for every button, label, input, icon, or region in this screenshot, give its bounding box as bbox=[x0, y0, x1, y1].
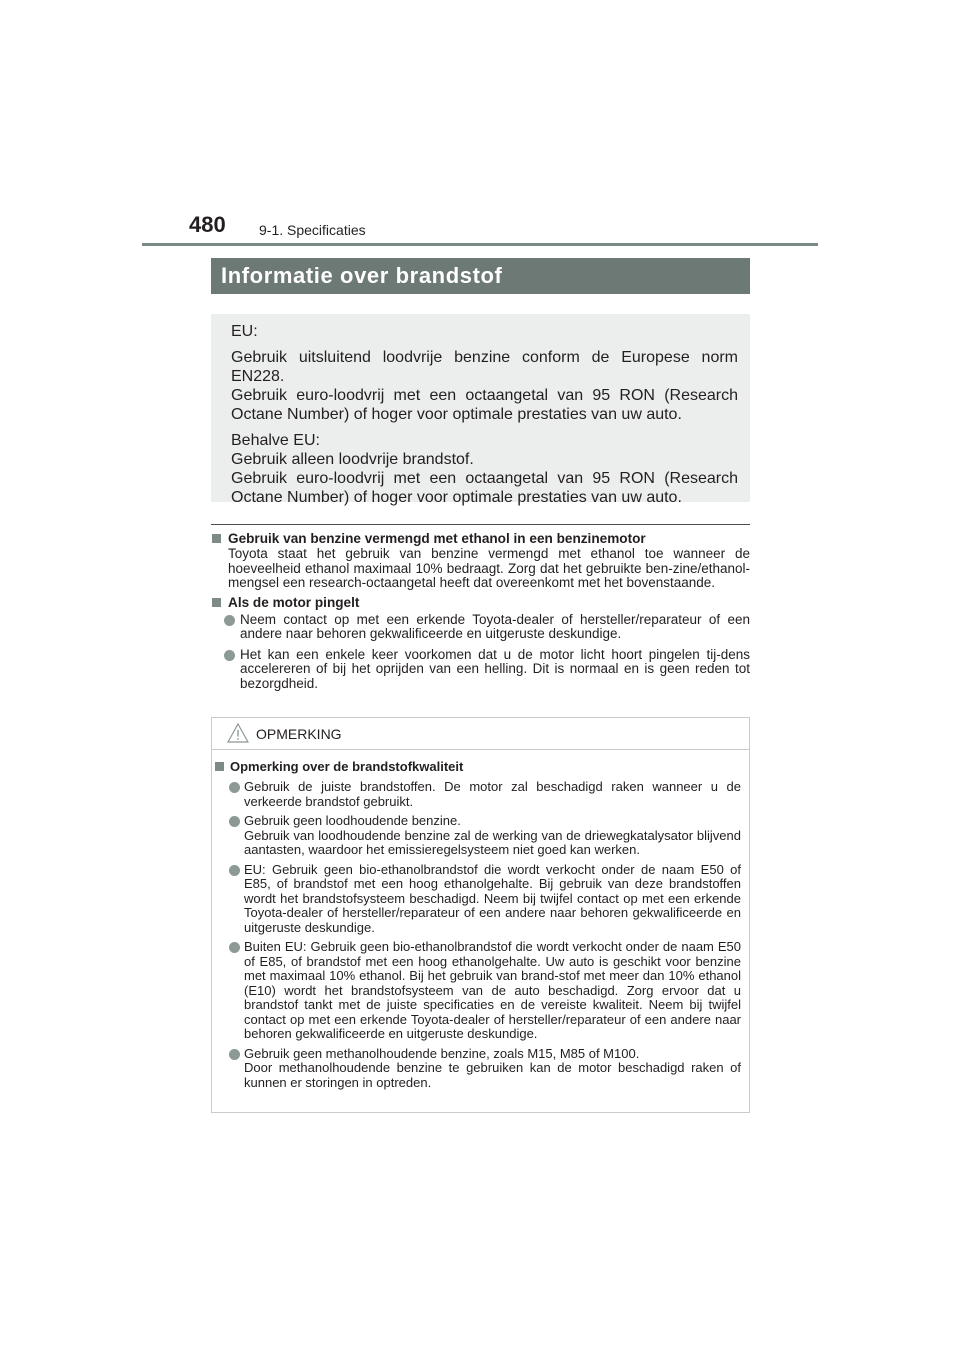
knock-heading-text: Als de motor pingelt bbox=[228, 594, 360, 610]
notice-bullet-text: Gebruik geen methanolhoudende benzine, zoals M15, M85 of M100. bbox=[244, 1045, 640, 1061]
non-eu-label: Behalve EU: bbox=[231, 432, 320, 449]
notice-heading-text: Opmerking over de brandstofkwaliteit bbox=[230, 759, 464, 774]
section-label: 9-1. Specificaties bbox=[259, 222, 366, 238]
square-bullet-icon bbox=[212, 534, 221, 543]
eu-label: EU: bbox=[231, 323, 258, 340]
square-bullet-icon bbox=[212, 598, 221, 607]
notice-bullet-text: Door methanolhoudende benzine te gebruiken kan de motor beschadigd raken of kunnen er storingen in optreden. bbox=[244, 1060, 741, 1090]
notice-bullet bbox=[215, 814, 741, 858]
circle-bullet-icon bbox=[229, 1049, 240, 1060]
square-bullet-icon bbox=[215, 762, 224, 771]
knock-bullet-text: Neem contact op met een erkende Toyota-dealer of hersteller/reparateur of een andere naar behoren gekwalificeerde en uitgeruste deskundige. bbox=[240, 611, 750, 641]
page-number: 480 bbox=[189, 212, 226, 237]
notice-label: OPMERKING bbox=[256, 726, 342, 742]
notice-bullet-text: Gebruik geen loodhoudende benzine. bbox=[244, 813, 461, 828]
circle-bullet-icon bbox=[229, 816, 240, 827]
notice-bullet-text: Gebruik van loodhoudende benzine zal de werking van de driewegkatalysator blijvend aantasten, waardoor het emissieregelsysteem niet goed kan werken. bbox=[244, 827, 741, 857]
notice-bullet-text: EU: Gebruik geen bio-ethanolbrandstof die wordt verkocht onder de naam E50 of E85, of brandstof met een hoog ethanolgehalte. Bij gebruik van deze brandstoffen wordt het brandstofsysteem beschadigd. Neem bij twijfel contact op met een erkende Toyota-dealer of hersteller/reparateur of een andere naar behoren gekwalificeerde en uitgeruste deskundige. bbox=[244, 861, 741, 935]
non-eu-line-2: Gebruik euro-loodvrij met een octaangetal van 95 RON (Research Octane Number) of hoger voor optimale prestaties van uw auto. bbox=[231, 470, 738, 506]
notice-box bbox=[211, 717, 750, 1113]
notice-body bbox=[212, 750, 749, 1090]
warning-triangle-icon bbox=[227, 723, 249, 743]
notice-bullet-text: Gebruik de juiste brandstoffen. De motor zal beschadigd raken wanneer u de verkeerde brandstof gebruikt. bbox=[244, 779, 741, 809]
title-bar bbox=[211, 258, 750, 294]
knock-bullet-text: Het kan een enkele keer voorkomen dat u de motor licht hoort pingelen tij-dens accelereren of bij het oprijden van een helling. Dit is normaal en is geen reden tot bezorgdheid. bbox=[240, 646, 750, 691]
knock-heading bbox=[211, 595, 750, 611]
eu-line-1: Gebruik uitsluitend loodvrije benzine conform de Europese norm EN228. bbox=[231, 349, 738, 385]
circle-bullet-icon bbox=[224, 615, 235, 626]
page-title: Informatie over brandstof bbox=[221, 263, 503, 288]
notice-heading bbox=[215, 759, 741, 775]
notice-bullet bbox=[215, 940, 741, 1042]
circle-bullet-icon bbox=[229, 942, 240, 953]
ethanol-heading-text: Gebruik van benzine vermengd met ethanol in een benzinemotor bbox=[228, 531, 646, 546]
notice-bullet bbox=[215, 780, 741, 809]
non-eu-line-1: Gebruik alleen loodvrije brandstof. bbox=[231, 451, 474, 468]
circle-bullet-icon bbox=[224, 650, 235, 661]
notice-bullet-text: Buiten EU: Gebruik geen bio-ethanolbrandstof die wordt verkocht onder de naam E50 of E85, of brandstof met een hoog ethanolgehalte. Uw auto is geschikt voor benzine met maximaal 10% ethanol. Bij het gebruik van brand-stof met meer dan 10% ethanol (E10) wordt het brandstofsysteem van de auto beschadigd. Zorg ervoor dat u brandstof tankt met de juiste specificaties en de vereiste kwaliteit. Neem bij twijfel contact op met een erkende Toyota-dealer of hersteller/reparateur of een andere naar behoren gekwalificeerde en uitgeruste deskundige. bbox=[244, 939, 741, 1041]
circle-bullet-icon bbox=[229, 865, 240, 876]
section-divider bbox=[211, 524, 750, 525]
main-content bbox=[211, 531, 750, 691]
header-rule bbox=[142, 243, 818, 246]
circle-bullet-icon bbox=[229, 782, 240, 793]
eu-line-2: Gebruik euro-loodvrij met een octaangetal van 95 RON (Research Octane Number) of hoger voor optimale prestaties van uw auto. bbox=[231, 387, 738, 423]
ethanol-text: Toyota staat het gebruik van benzine vermengd met ethanol toe wanneer de hoeveelheid ethanol maximaal 10% bedraagt. Zorg dat het gebruikte ben-zine/ethanol-mengsel een research-octaangetal heeft dat overeenkomt met het bovenstaande. bbox=[228, 546, 750, 590]
knock-bullet bbox=[211, 648, 750, 692]
notice-bullet bbox=[215, 1047, 741, 1091]
knock-bullet bbox=[211, 613, 750, 642]
ethanol-heading bbox=[211, 531, 750, 547]
notice-bullet bbox=[215, 863, 741, 936]
fuel-info-box bbox=[211, 314, 750, 506]
notice-header bbox=[212, 718, 749, 750]
